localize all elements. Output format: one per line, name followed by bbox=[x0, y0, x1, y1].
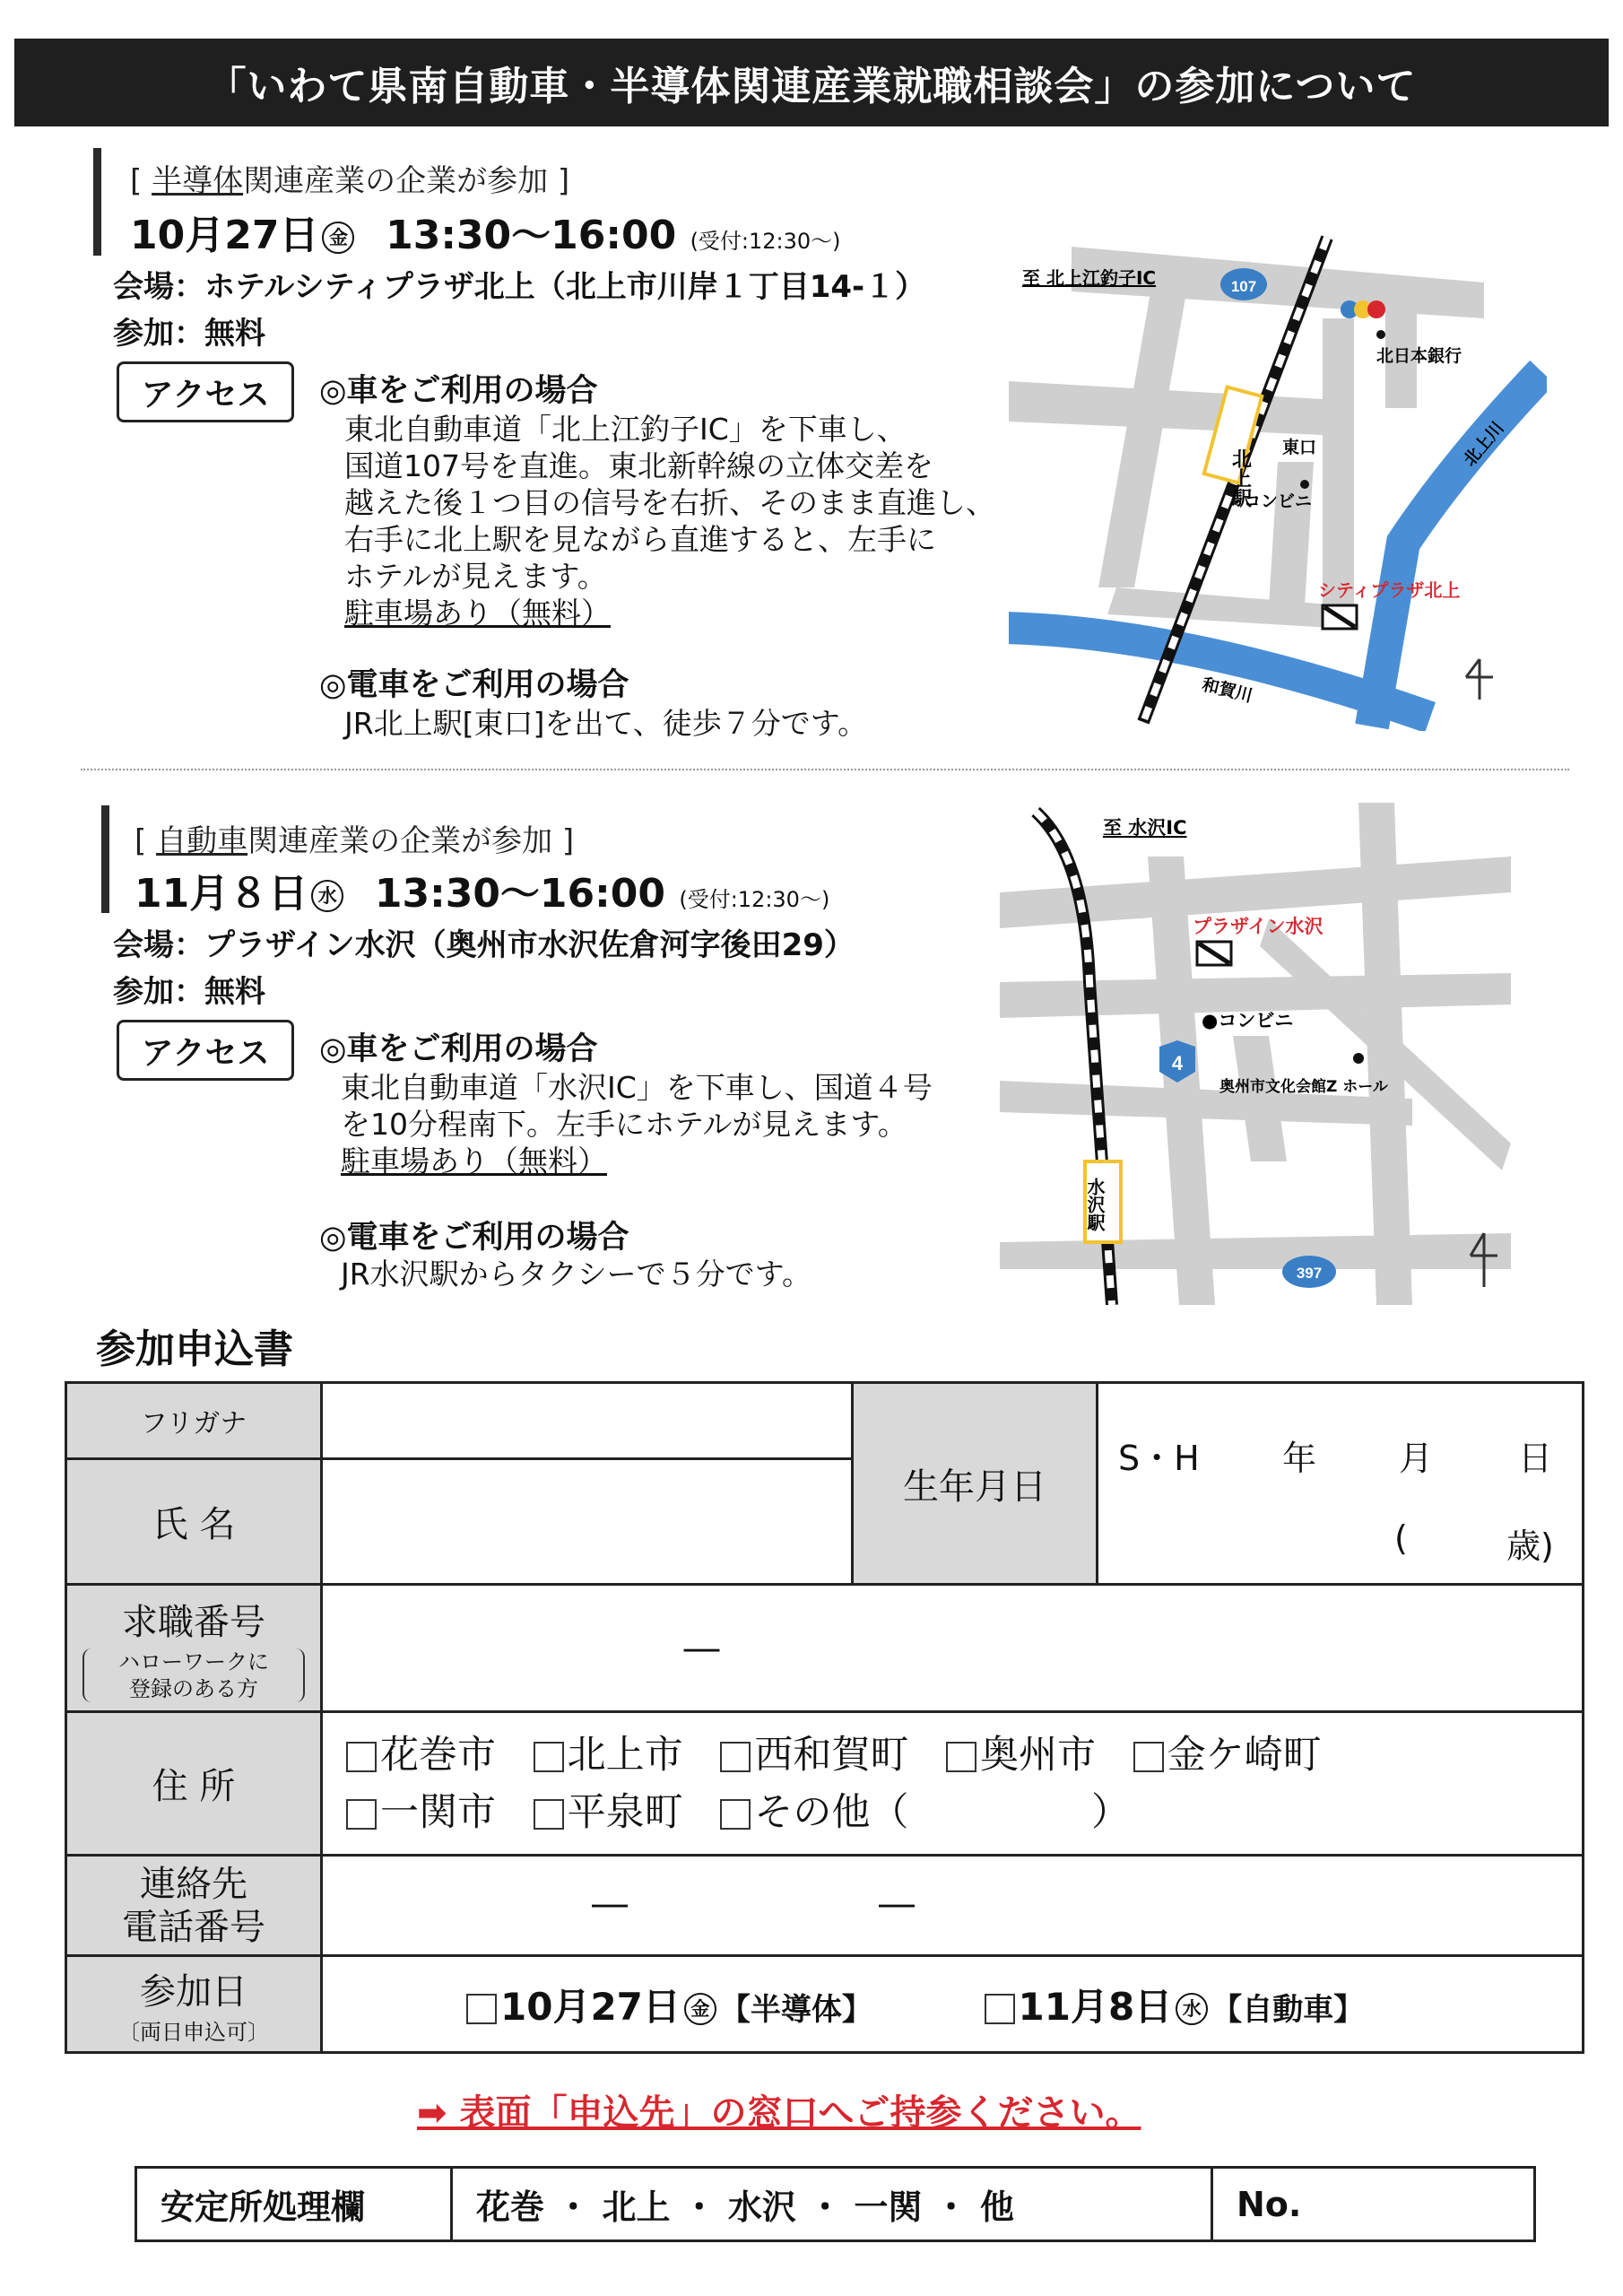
address-option[interactable]: 西和賀町 bbox=[720, 1733, 908, 1778]
event1-tag: [ 半導体関連産業の企業が参加 ] bbox=[130, 163, 570, 199]
svg-text:プラザイン水沢: プラザイン水沢 bbox=[1193, 916, 1324, 937]
map-road bbox=[1385, 283, 1417, 408]
date-option-1027[interactable]: 10月27日 金 【半導体】 bbox=[466, 1985, 872, 2029]
checkbox-icon bbox=[534, 1742, 564, 1772]
svg-text:奥州市文化会館Z ホール: 奥州市文化会館Z ホール bbox=[1219, 1078, 1388, 1096]
furigana-label: フリガナ bbox=[66, 1383, 322, 1459]
event1-train-heading: ◎電車をご利用の場合 bbox=[319, 667, 629, 703]
svg-text:和賀川: 和賀川 bbox=[1200, 674, 1254, 707]
address-label: 住 所 bbox=[66, 1712, 322, 1856]
event2-venue: 会場：プラザイン水沢（奥州市水沢佐倉河字後田29） bbox=[113, 927, 855, 963]
name-label: 氏 名 bbox=[66, 1459, 322, 1585]
checkbox-icon bbox=[534, 1799, 564, 1830]
river-kitakami bbox=[1372, 372, 1542, 726]
hall-marker bbox=[1353, 1053, 1364, 1064]
svg-text:至 水沢IC: 至 水沢IC bbox=[1103, 817, 1187, 839]
event1-fee: 参加：無料 bbox=[113, 316, 265, 352]
event2-car-heading: ◎車をご利用の場合 bbox=[319, 1031, 598, 1067]
map-road bbox=[1323, 318, 1354, 605]
address-option[interactable]: 一関市 bbox=[346, 1790, 496, 1835]
bank-marker bbox=[1376, 330, 1385, 339]
svg-text:397: 397 bbox=[1296, 1265, 1323, 1282]
event1-venue: 会場：ホテルシティプラザ北上（北上市川岸１丁目14-１） bbox=[113, 269, 926, 305]
event1-car-text: 東北自動車道「北上江釣子IC」を下車し、 国道107号を直進。東北新幹線の立体交差を 越えた後１つ目の信号を右折、そのまま直進し、 右手に北上駅を見ながら直進すると、左手に ホテルが見えます。 駐車場あり（無料） bbox=[344, 412, 995, 631]
svg-text:107: 107 bbox=[1230, 278, 1257, 295]
event2-tag: [ 自動車関連産業の企業が参加 ] bbox=[135, 823, 575, 859]
svg-text:北上川: 北上川 bbox=[1460, 418, 1508, 471]
svg-text:北上駅: 北上駅 bbox=[1228, 448, 1252, 508]
event2-parking: 駐車場あり（無料） bbox=[341, 1144, 607, 1178]
checkbox-icon bbox=[720, 1742, 751, 1772]
phone-field[interactable]: ― ― bbox=[322, 1856, 1584, 1956]
submission-notice: ➡ 表面「申込先」の窓口へご持参ください。 bbox=[417, 2092, 1141, 2134]
event1-map bbox=[1009, 229, 1547, 731]
svg-text:シティプラザ北上: シティプラザ北上 bbox=[1318, 579, 1461, 601]
name-field[interactable] bbox=[322, 1459, 853, 1585]
svg-text:至 北上江釣子IC: 至 北上江釣子IC bbox=[1022, 267, 1157, 289]
svg-text:北日本銀行: 北日本銀行 bbox=[1376, 346, 1462, 366]
checkbox-icon bbox=[466, 1994, 497, 2024]
office-list: 花巻 ・ 北上 ・ 水沢 ・ 一関 ・ 他 bbox=[452, 2168, 1212, 2241]
map-road bbox=[1098, 283, 1188, 587]
form-title: 参加申込書 bbox=[96, 1326, 293, 1372]
office-number-field[interactable]: No. bbox=[1212, 2168, 1535, 2241]
birth-field[interactable]: S・H 年 月 日 ( 歳) bbox=[1098, 1383, 1584, 1585]
application-form bbox=[65, 1381, 1584, 2054]
event2-train-heading: ◎電車をご利用の場合 bbox=[319, 1220, 629, 1256]
section-bar bbox=[101, 805, 109, 913]
svg-text:4: 4 bbox=[1171, 1052, 1184, 1074]
svg-text:コンビニ: コンビニ bbox=[1244, 491, 1313, 511]
address-option[interactable]: 花巻市 bbox=[346, 1733, 496, 1778]
checkbox-icon bbox=[346, 1799, 377, 1830]
checkbox-icon bbox=[346, 1742, 377, 1772]
event2-train-text: JR水沢駅からタクシーで５分です。 bbox=[341, 1257, 812, 1292]
svg-text:水沢駅: 水沢駅 bbox=[1084, 1178, 1106, 1231]
event1-parking: 駐車場あり（無料） bbox=[344, 596, 611, 631]
convenience-marker bbox=[1300, 480, 1309, 489]
birth-label: 生年月日 bbox=[853, 1383, 1098, 1585]
section-bar bbox=[93, 148, 101, 256]
section-separator bbox=[81, 769, 1569, 770]
event2-access-label: アクセス bbox=[117, 1020, 294, 1081]
event1-car-heading: ◎車をご利用の場合 bbox=[319, 373, 598, 409]
address-option[interactable]: 北上市 bbox=[534, 1733, 683, 1778]
furigana-field[interactable] bbox=[322, 1383, 853, 1459]
event2-map bbox=[1000, 803, 1538, 1305]
attend-date-options bbox=[322, 1956, 1584, 2053]
event1-date: 10月27日 金 13:30～16:00 (受付:12:30～) bbox=[130, 213, 841, 258]
office-label: 安定所処理欄 bbox=[136, 2168, 452, 2241]
checkbox-icon bbox=[985, 1994, 1015, 2024]
map-road bbox=[1107, 587, 1341, 628]
event1-train-text: JR北上駅[東口]を出て、徒歩７分です。 bbox=[344, 706, 868, 741]
contact-label: 連絡先 電話番号 bbox=[66, 1856, 322, 1956]
event2-car-text: 東北自動車道「水沢IC」を下車し、国道４号 を10分程南下。左手にホテルが見えます。 駐車場あり（無料） bbox=[341, 1070, 933, 1178]
address-option[interactable]: 奥州市 bbox=[946, 1733, 1096, 1778]
attend-date-label: 参加日 〔両日申込可〕 bbox=[66, 1956, 322, 2053]
event2-date: 11月８日 水 13:30～16:00 (受付:12:30～) bbox=[135, 871, 830, 917]
event1-access-label: アクセス bbox=[117, 361, 294, 422]
svg-text:●コンビニ: ●コンビニ bbox=[1202, 1010, 1294, 1031]
job-number-label: 求職番号 ハローワークに 登録のある方 bbox=[66, 1585, 322, 1712]
page-title: 「いわて県南自動車・半導体関連産業就職相談会」の参加について bbox=[14, 39, 1609, 126]
address-option[interactable]: 金ケ崎町 bbox=[1133, 1733, 1322, 1778]
checkbox-icon bbox=[946, 1742, 976, 1772]
svg-text:東口: 東口 bbox=[1282, 438, 1317, 457]
job-number-field[interactable]: ― bbox=[322, 1585, 1584, 1712]
address-options: 花巻市 北上市 西和賀町 奥州市 金ケ崎町 一関市 平泉町 その他（ ） bbox=[322, 1712, 1584, 1856]
date-option-1108[interactable]: 11月8日 水 【自動車】 bbox=[985, 1985, 1365, 2029]
address-option[interactable]: 平泉町 bbox=[534, 1790, 683, 1835]
checkbox-icon bbox=[720, 1799, 751, 1830]
checkbox-icon bbox=[1133, 1742, 1164, 1772]
address-option[interactable]: その他（ bbox=[720, 1790, 908, 1835]
map-road bbox=[1000, 1233, 1511, 1269]
office-processing-table bbox=[135, 2166, 1536, 2242]
event2-fee: 参加：無料 bbox=[113, 974, 265, 1010]
